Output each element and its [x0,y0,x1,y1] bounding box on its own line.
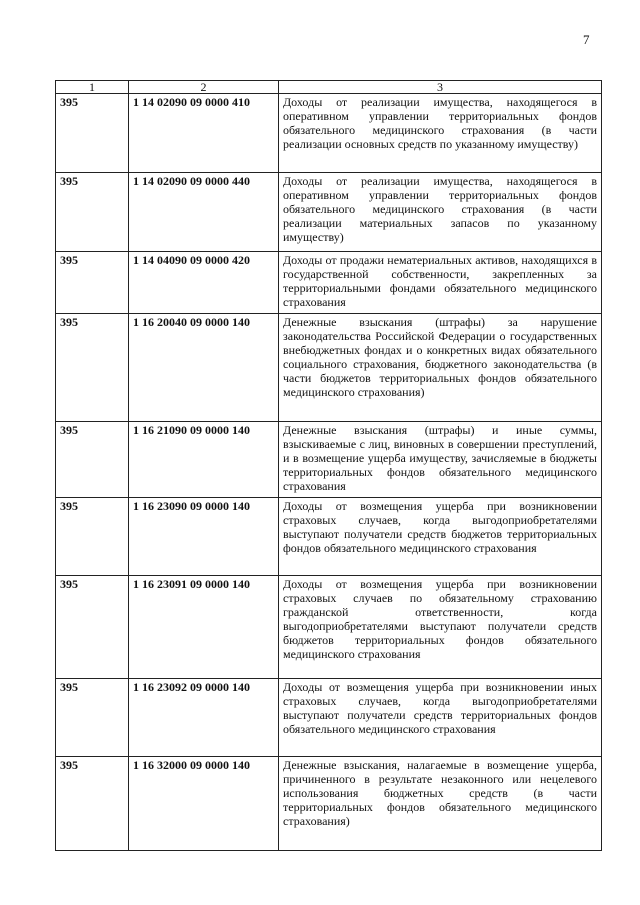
table-row [56,679,602,757]
income-description: Доходы от продажи нематериальных активов, находящихся в государственной собственности, закрепленных за территориальными фондами обязательного медицинского страхования [279,252,602,314]
income-description: Доходы от реализации имущества, находящегося в оперативном управлении территориальных фондов обязательного медицинского страхования (в части реализации материальных запасов по указанному имуществу) [279,173,602,252]
income-description: Денежные взыскания, налагаемые в возмещение ущерба, причиненного в результате незаконного или нецелевого использования бюджетных средств (в части территориальных фондов обязательного медицинского страхования) [279,757,602,851]
page-number: 7 [583,32,590,47]
header-col-2: 2 [129,81,279,94]
income-description: Денежные взыскания (штрафы) за нарушение законодательства Российской Федерации о государственных внебюджетных фондах и о конкретных видах обязательного социального страхования, бюджетного законодательства (в части бюджетов территориальных фондов обязательного медицинского страхования) [279,314,602,422]
table-row [56,252,602,314]
table-row [56,422,602,498]
income-description: Денежные взыскания (штрафы) и иные суммы, взыскиваемые с лиц, виновных в совершении преступлений, и в возмещение ущерба имуществу, зачисляемые в бюджеты территориальных фондов обязательного медицинского страхования [279,422,602,498]
budget-code: 1 16 23091 09 0000 140 [129,576,279,679]
budget-code: 1 16 32000 09 0000 140 [129,757,279,851]
header-col-3: 3 [279,81,602,94]
admin-code: 395 [56,252,129,314]
budget-code: 1 16 23090 09 0000 140 [129,498,279,576]
table-row [56,314,602,422]
admin-code: 395 [56,94,129,173]
admin-code: 395 [56,314,129,422]
budget-code: 1 14 04090 09 0000 420 [129,252,279,314]
table-row [56,173,602,252]
budget-code: 1 14 02090 09 0000 410 [129,94,279,173]
income-description: Доходы от возмещения ущерба при возникновении страховых случаев, когда выгодоприобретателями выступают получатели средств бюджетов территориальных фондов обязательного медицинского страхования [279,498,602,576]
income-description: Доходы от возмещения ущерба при возникновении иных страховых случаев, когда выгодоприобретателями выступают получатели средств территориальных фондов обязательного медицинского страхования [279,679,602,757]
budget-classification-table [55,80,602,851]
header-col-1: 1 [56,81,129,94]
admin-code: 395 [56,576,129,679]
admin-code: 395 [56,173,129,252]
income-description: Доходы от возмещения ущерба при возникновении страховых случаев по обязательному страхованию гражданской ответственности, когда выгодоприобретателями выступают получатели средств бюджетов территориальных фондов обязательного медицинского страхования [279,576,602,679]
admin-code: 395 [56,498,129,576]
admin-code: 395 [56,757,129,851]
income-description: Доходы от реализации имущества, находящегося в оперативном управлении территориальных фондов обязательного медицинского страхования (в части реализации основных средств по указанному имуществу) [279,94,602,173]
budget-code: 1 16 21090 09 0000 140 [129,422,279,498]
admin-code: 395 [56,679,129,757]
budget-code: 1 16 23092 09 0000 140 [129,679,279,757]
table-row [56,757,602,851]
budget-code: 1 16 20040 09 0000 140 [129,314,279,422]
admin-code: 395 [56,422,129,498]
table-header-row [56,81,602,94]
table-row [56,498,602,576]
table-row [56,576,602,679]
budget-code: 1 14 02090 09 0000 440 [129,173,279,252]
table-row [56,94,602,173]
